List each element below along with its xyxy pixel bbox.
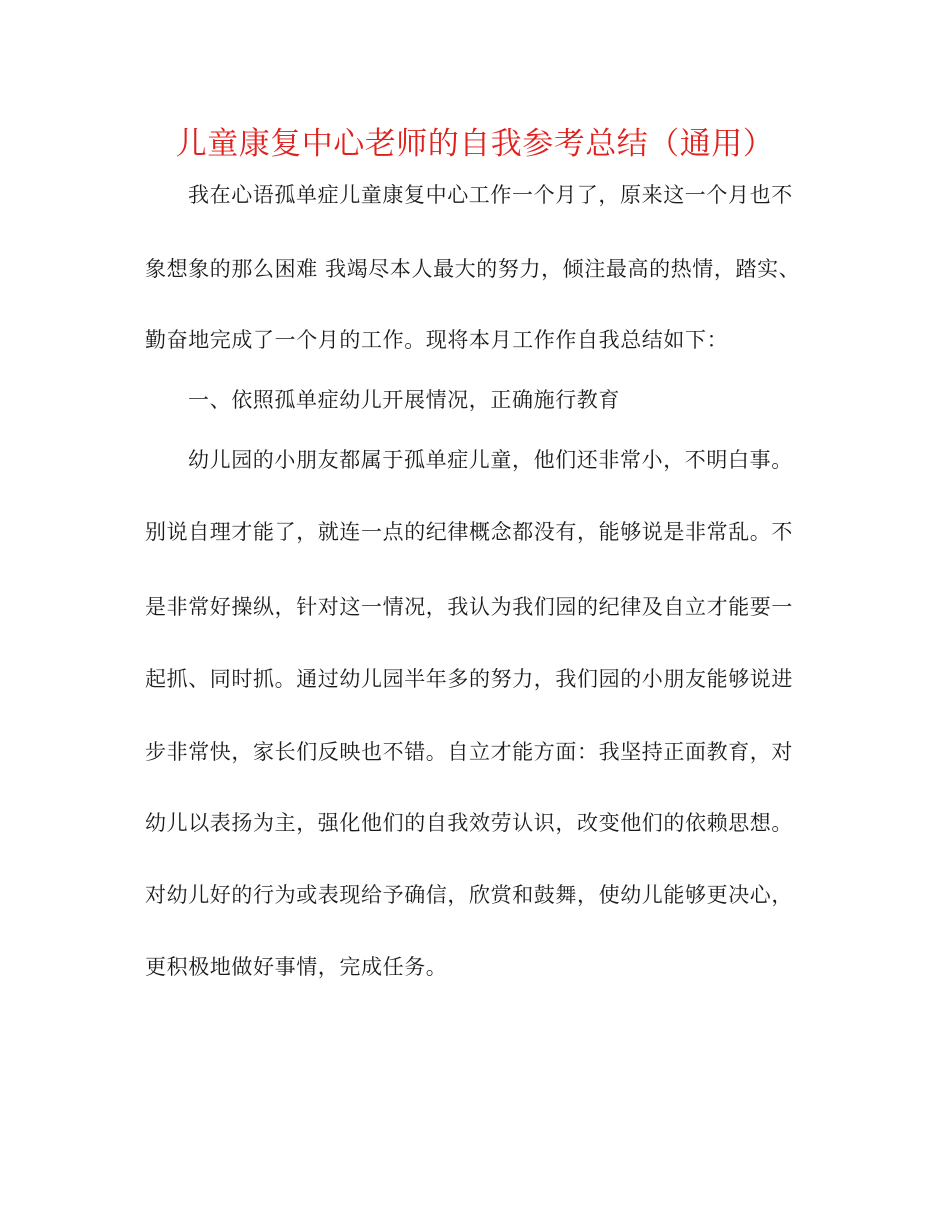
section-heading: 一、依照孤单症幼儿开展情况，正确施行教育	[188, 388, 620, 412]
paragraph-line: 勤奋地完成了一个月的工作。现将本月工作作自我总结如下：	[145, 328, 729, 352]
paragraph-line: 是非常好操纵，针对这一情况，我认为我们园的纪律及自立才能要一	[145, 595, 793, 619]
paragraph-line: 对幼儿好的行为或表现给予确信，欣赏和鼓舞，使幼儿能够更决心，	[145, 883, 793, 907]
paragraph-line: 更积极地做好事情，完成任务。	[145, 955, 448, 979]
paragraph-line: 象想象的那么困难 我竭尽本人最大的努力，倾注最高的热情，踏实、	[145, 257, 801, 281]
document-title: 儿童康复中心老师的自我参考总结（通用）	[175, 126, 775, 162]
paragraph-line: 我在心语孤单症儿童康复中心工作一个月了，原来这一个月也不	[188, 183, 793, 207]
paragraph-line: 幼儿园的小朋友都属于孤单症儿童，他们还非常小，不明白事。	[188, 448, 793, 472]
paragraph-line: 步非常快，家长们反映也不错。自立才能方面：我坚持正面教育，对	[145, 740, 793, 764]
paragraph-line: 幼儿以表扬为主，强化他们的自我效劳认识，改变他们的依赖思想。	[145, 811, 793, 835]
paragraph-line: 起抓、同时抓。通过幼儿园半年多的努力，我们园的小朋友能够说进	[145, 667, 793, 691]
paragraph-line: 别说自理才能了，就连一点的纪律概念都没有，能够说是非常乱。不	[145, 520, 793, 544]
